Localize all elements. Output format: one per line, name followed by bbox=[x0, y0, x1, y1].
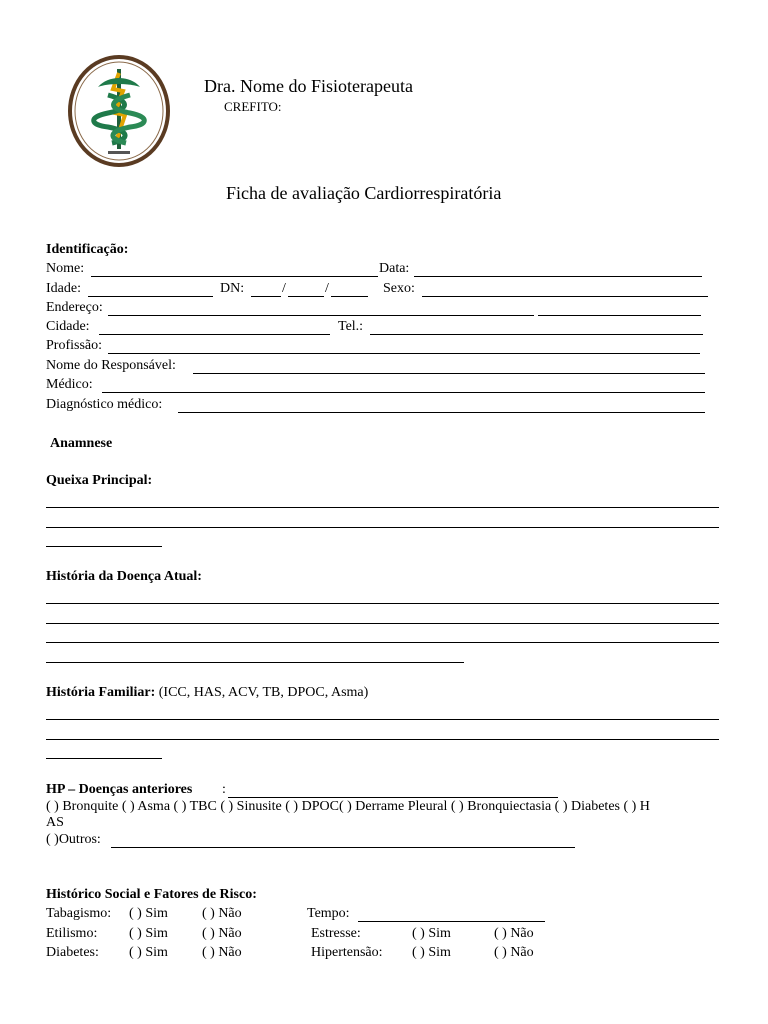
familiar-line[interactable] bbox=[46, 739, 719, 740]
data-field[interactable] bbox=[414, 276, 702, 277]
hp-heading: HP – Doenças anteriores bbox=[46, 782, 193, 797]
etilismo-sim-checkbox[interactable]: ( ) Sim bbox=[129, 926, 168, 941]
crefito-label: CREFITO: bbox=[224, 99, 282, 114]
etilismo-nao-checkbox[interactable]: ( ) Não bbox=[202, 926, 242, 941]
diabetes-sim-checkbox[interactable]: ( ) Sim bbox=[129, 945, 168, 960]
dn-month-field[interactable] bbox=[288, 296, 324, 297]
familiar-line[interactable] bbox=[46, 719, 719, 720]
hp-field[interactable] bbox=[228, 797, 558, 798]
hp-options-line2: AS bbox=[46, 815, 64, 830]
estresse-sim-checkbox[interactable]: ( ) Sim bbox=[412, 926, 451, 941]
familiar-options: (ICC, HAS, ACV, TB, DPOC, Asma) bbox=[155, 685, 369, 700]
diabetes-label: Diabetes: bbox=[46, 945, 99, 960]
responsavel-field[interactable] bbox=[193, 373, 705, 374]
familiar-heading: História Familiar: bbox=[46, 685, 156, 700]
familiar-row bbox=[46, 685, 368, 701]
sexo-label: Sexo: bbox=[383, 281, 415, 296]
doctor-name: Dra. Nome do Fisioterapeuta bbox=[204, 76, 413, 96]
hda-line[interactable] bbox=[46, 603, 719, 604]
etilismo-label: Etilismo: bbox=[46, 926, 98, 941]
dn-day-field[interactable] bbox=[251, 296, 281, 297]
anamnese-heading: Anamnese bbox=[50, 436, 113, 451]
dn-year-field[interactable] bbox=[331, 296, 368, 297]
nome-field[interactable] bbox=[91, 276, 378, 277]
sexo-field[interactable] bbox=[422, 296, 708, 297]
hda-line[interactable] bbox=[46, 623, 719, 624]
hp-colon: : bbox=[222, 782, 226, 797]
hda-line[interactable] bbox=[46, 662, 464, 663]
profissao-field[interactable] bbox=[108, 353, 700, 354]
social-heading: Histórico Social e Fatores de Risco: bbox=[46, 887, 257, 902]
profissao-label: Profissão: bbox=[46, 338, 102, 353]
cidade-label: Cidade: bbox=[46, 319, 90, 334]
hda-line[interactable] bbox=[46, 642, 719, 643]
dn-separator: / bbox=[325, 281, 329, 296]
data-label: Data: bbox=[379, 261, 410, 276]
hipertensao-sim-checkbox[interactable]: ( ) Sim bbox=[412, 945, 451, 960]
medico-label: Médico: bbox=[46, 377, 93, 392]
idade-field[interactable] bbox=[88, 296, 213, 297]
hp-outros-field[interactable] bbox=[111, 847, 575, 848]
tabagismo-sim-checkbox[interactable]: ( ) Sim bbox=[129, 906, 168, 921]
medico-field[interactable] bbox=[102, 392, 705, 393]
tabagismo-label: Tabagismo: bbox=[46, 906, 112, 921]
tabagismo-nao-checkbox[interactable]: ( ) Não bbox=[202, 906, 242, 921]
queixa-line[interactable] bbox=[46, 546, 162, 547]
hipertensao-label: Hipertensão: bbox=[311, 945, 383, 960]
hipertensao-nao-checkbox[interactable]: ( ) Não bbox=[494, 945, 534, 960]
endereco-label: Endereço: bbox=[46, 300, 103, 315]
diagnostico-label: Diagnóstico médico: bbox=[46, 397, 163, 412]
estresse-label: Estresse: bbox=[311, 926, 361, 941]
tempo-field[interactable] bbox=[358, 921, 545, 922]
dn-separator: / bbox=[282, 281, 286, 296]
queixa-line[interactable] bbox=[46, 527, 719, 528]
queixa-heading: Queixa Principal: bbox=[46, 473, 153, 488]
nome-label: Nome: bbox=[46, 261, 85, 276]
identificacao-heading: Identificação: bbox=[46, 242, 129, 257]
queixa-line[interactable] bbox=[46, 507, 719, 508]
idade-label: Idade: bbox=[46, 281, 81, 296]
cidade-field[interactable] bbox=[99, 334, 330, 335]
responsavel-label: Nome do Responsável: bbox=[46, 358, 176, 373]
tel-field[interactable] bbox=[370, 334, 703, 335]
hp-outros-label[interactable]: ( )Outros: bbox=[46, 832, 101, 847]
hp-options-line1[interactable]: ( ) Bronquite ( ) Asma ( ) TBC ( ) Sinusite ( ) DPOC( ) Derrame Pleural ( ) Bronquiectasia ( ) Diabetes ( ) H bbox=[46, 799, 650, 814]
dn-label: DN: bbox=[220, 281, 245, 296]
hda-heading: História da Doença Atual: bbox=[46, 569, 202, 584]
familiar-line[interactable] bbox=[46, 758, 162, 759]
form-title: Ficha de avaliação Cardiorrespiratória bbox=[226, 183, 502, 203]
endereco-complement-field[interactable] bbox=[538, 315, 701, 316]
tel-label: Tel.: bbox=[338, 319, 364, 334]
estresse-nao-checkbox[interactable]: ( ) Não bbox=[494, 926, 534, 941]
tempo-label: Tempo: bbox=[307, 906, 350, 921]
endereco-field[interactable] bbox=[108, 315, 534, 316]
diagnostico-field[interactable] bbox=[178, 412, 705, 413]
caduceus-logo bbox=[68, 55, 170, 167]
diabetes-nao-checkbox[interactable]: ( ) Não bbox=[202, 945, 242, 960]
